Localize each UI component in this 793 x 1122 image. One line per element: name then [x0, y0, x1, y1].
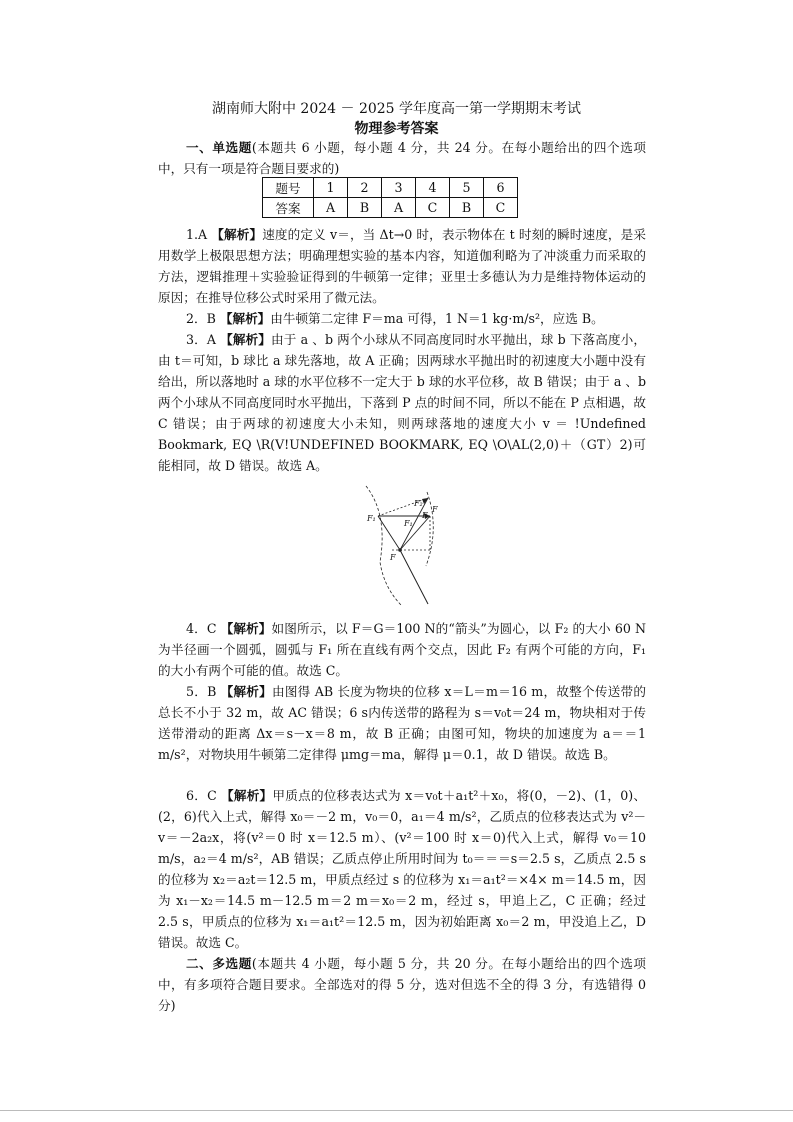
q1-solution — [158, 224, 646, 308]
label-F: F — [432, 505, 438, 514]
q3-solution — [158, 329, 646, 476]
answer-cell: C — [484, 198, 518, 218]
section1-heading: 一、单选题 — [186, 140, 252, 155]
question-number: 5 — [450, 178, 484, 198]
q1-text: 速度的定义 v＝，当 Δt→0 时，表示物体在 t 时刻的瞬时速度，是采用数学上极限思想方法；明确理想实验的基本内容，知道伽利略为了冲淡重力而采取的方法，逻辑推理＋实验验证得到的牛顿第一定律；亚里士多德认为力是维持物体运动的原因；在推导位移公式时采用了微元法。 — [158, 227, 646, 305]
q4-text: 如图所示，以 F＝G＝100 N的“箭头”为圆心，以 F₂ 的大小 60 N为半径画一个圆弧，圆弧与 F₁ 所在直线有两个交点，因此 F₂ 有两个可能的方向，F₁ 的大小有两个可能的值。故选 C。 — [158, 621, 646, 678]
q2-tag: 【解析】 — [219, 311, 271, 326]
answer-cell: C — [416, 198, 450, 218]
q5-solution — [158, 681, 646, 765]
answer-table-header: 题号 — [263, 178, 314, 198]
q2-text: 由牛顿第二定律 F＝ma 可得，1 N＝1 kg·m/s²，应选 B。 — [270, 311, 604, 326]
q4-tag: 【解析】 — [220, 621, 272, 636]
answer-table-header: 答案 — [263, 198, 314, 218]
question-number: 3 — [382, 178, 416, 198]
q1-tag: 【解析】 — [211, 227, 263, 242]
label-F-inner: F — [422, 511, 428, 520]
question-number: 4 — [416, 178, 450, 198]
label-F1: F₁ — [367, 514, 376, 523]
q4-number: 4．C — [186, 621, 217, 636]
q6-solution — [158, 785, 646, 953]
q3-number: 3．A — [186, 332, 216, 347]
section1-desc: (本题共 6 小题，每小题 4 分，共 24 分。在每小题给出的四个选项中，只有一项是符合题目要求的) — [158, 140, 647, 176]
q6-text: 甲质点的位移表达式为 x＝v₀t＋a₁t²＋x₀，将(0，－2)、(1，0)、(2，6)代入上式，解得 x₀＝－2 m，v₀＝0，a₁＝4 m/s²，乙质点的位移表达式为 v²－v＝－2a₂x，将(v²＝0 时 x＝12.5 m）、(v²＝100 时 x＝0)代入上式，解得 v₀＝10 m/s，a₂＝4 m/s²，AB 错误；乙质点停止所用时间为 t₀＝＝＝s＝2.5 s，乙质点 2.5 s的位移为 x₂＝a₂t＝12.5 m，甲质点经过 s 的位移为 x₁＝a₁t²＝×4× m＝14.5 m，因为 x₁－x₂＝14.5 m－12.5 m＝2 m＝x₀＝2 m，经过 s，甲追上乙，C 正确；经过 2.5 s，甲质点的位移为 x₁＝a₁t²＝12.5 m，因为初始距离 x₀＝2 m，甲没追上乙，D 错误。故选 C。 — [158, 788, 646, 950]
answer-table-row-numbers — [263, 178, 518, 198]
answer-table — [262, 177, 518, 218]
q4-solution — [158, 618, 646, 681]
answer-cell: B — [450, 198, 484, 218]
label-F-origin: F — [390, 553, 396, 562]
q5-tag: 【解析】 — [220, 684, 272, 699]
answer-cell: A — [382, 198, 416, 218]
origin-point — [398, 548, 402, 552]
answer-cell: A — [314, 198, 348, 218]
q3-tag: 【解析】 — [220, 332, 272, 347]
q6-tag: 【解析】 — [221, 788, 273, 803]
q1-number: 1.A — [186, 227, 208, 242]
answer-cell: B — [348, 198, 382, 218]
q2-solution — [158, 308, 646, 329]
section1-intro — [158, 137, 646, 179]
question-number: 6 — [484, 178, 518, 198]
q2-number: 2．B — [186, 311, 216, 326]
section2-intro — [158, 953, 646, 1016]
page-bottom-divider — [0, 1110, 793, 1111]
force-line — [378, 516, 400, 550]
q5-number: 5．B — [186, 684, 217, 699]
force-diagram — [352, 478, 452, 610]
arc-curve — [366, 486, 402, 606]
q6-number: 6．C — [186, 788, 217, 803]
label-F2: F₂ — [414, 499, 423, 508]
q5-text: 由图得 AB 长度为物块的位移 x＝L＝m＝16 m，故整个传送带的总长不小于 32 m，故 AC 错误；6 s内传送带的路程为 s＝v₀t＝24 m，物块相对于传送带滑动的距离 Δx＝s－x＝8 m，故 B 正确；由图可知，物块的加速度为 a＝＝1 m/s²，对物块用牛顿第二定律得 μmg＝ma，解得 μ＝0.1，故 D 错误。故选 B。 — [158, 684, 646, 762]
q3-text: 由于 a 、b 两个小球从不同高度同时水平抛出，球 b 下落高度小，由 t＝可知，b 球比 a 球先落地，故 A 正确；因两球水平抛出时的初速度大小题中没有给出，所以落地时 a 球的水平位移不一定大于 b 球的水平位移，故 B 错误；由于 a 、b 两个小球从不同高度同时水平抛出，下落到 P 点的时间不同，所以不能在 P 点相遇，故 C 错误；由于两球的初速度大小未知，则两球落地的速度大小 v ＝ !Undefined Bookmark, EQ \R(V!UNDEFINED BOOKMARK, EQ \O\AL(2,0)＋（GT）2)可能相同，故 D 错误。故选 A。 — [158, 332, 647, 473]
exam-subtitle: 物理参考答案 — [354, 121, 439, 137]
question-number: 1 — [314, 178, 348, 198]
gravity-line — [400, 550, 428, 604]
section2-heading: 二、多选题 — [186, 956, 252, 971]
exam-title: 湖南师大附中 2024 － 2025 学年度高一第一学期期末考试 — [211, 101, 582, 117]
question-number: 2 — [348, 178, 382, 198]
label-F1-inner: F₁ — [404, 519, 413, 528]
section2-desc: (本题共 4 小题，每小题 5 分，共 20 分。在每小题给出的四个选项中，有多项符合题目要求。全部选对的得 5 分，选对但选不全的得 3 分，有选错得 0 分) — [158, 956, 647, 1013]
answer-table-row-answers — [263, 198, 518, 218]
